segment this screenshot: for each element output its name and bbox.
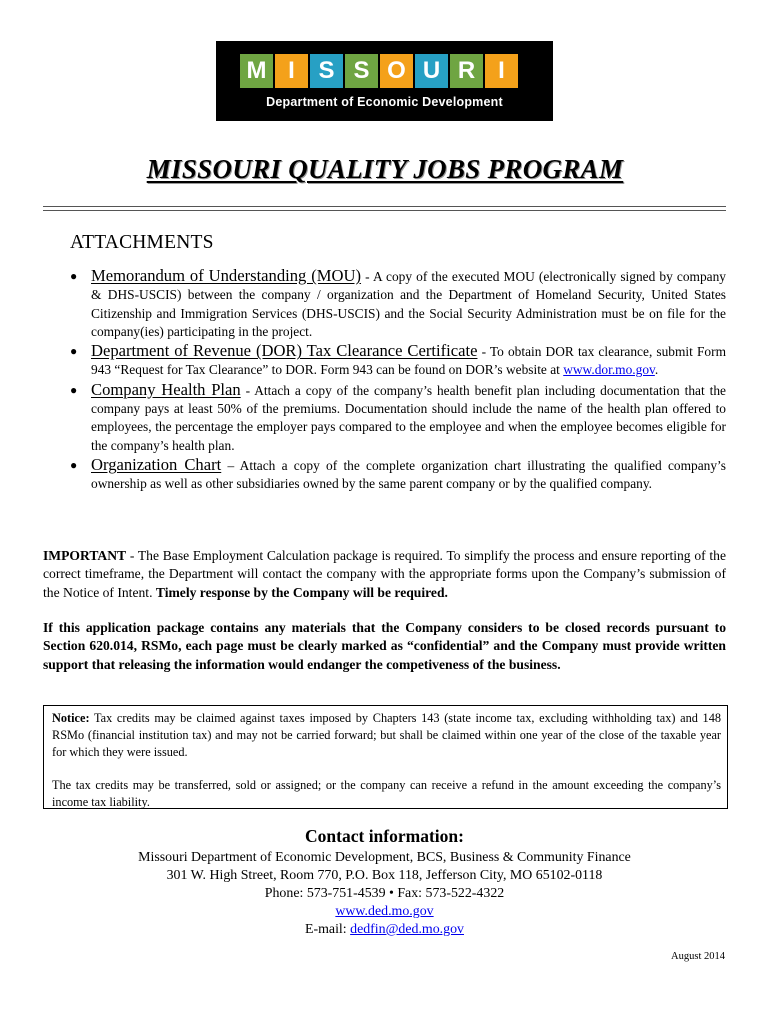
logo-letter-tiles [240,54,520,88]
contact-section [43,823,726,939]
important-bold-text: Timely response by the Company will be required. [155,584,448,600]
contact-heading: Contact information: [305,826,464,846]
attachment-description: Attach a copy of the complete organization chart illustrating the qualified company’s ownership as well as other subsidiaries owned by the same parent company or by the qualified company. [91,457,726,492]
bullet-icon: ● [70,382,78,397]
notice-transfer-text: The tax credits may be transferred, sold or assigned; or the company can receive a refund in the amount exceeding the company’s income tax liability. [52,778,721,809]
email-link[interactable]: dedfin@ded.mo.gov [350,922,464,937]
confidential-paragraph: If this application package contains any materials that the Company considers to be closed records pursuant to Section 620.014, RSMo, each page must be clearly marked as “confidential” and the Company must provide written support that releasing the information would endanger the competiveness of the business. [43,620,726,672]
separator: - [240,382,255,398]
contact-organization: Missouri Department of Economic Development, BCS, Business & Community Finance [138,850,631,865]
logo-letter-tile: S [310,54,343,88]
attachments-heading: ATTACHMENTS [70,232,214,253]
attachments-list [70,267,726,495]
missouri-ded-logo [216,41,553,121]
page-title: MISSOURI QUALITY JOBS PROGRAM [146,154,624,184]
attachment-item-tax-clearance [70,342,726,380]
attachment-description: A copy of the executed MOU (electronically signed by company & DHS-USCIS) between the company / organization and the Department of Homeland Security, United States Citizenship and Immigration Services (DHS-USCIS) and the Social Security Administration must be on file for the company(ies) participating in the project. [91,269,726,339]
bullet-icon: ● [70,269,78,283]
notice-label: Notice: [52,711,90,725]
attachment-description: To obtain DOR tax clearance, submit Form 943 “Request for Tax Clearance” to DOR. Form 943 can be found on DOR’s website at [91,344,726,378]
bullet-icon: ● [70,457,78,472]
logo-letter-tile: I [275,54,308,88]
logo-letter-tile: O [380,54,413,88]
email-label: E-mail: [304,922,351,937]
logo-letter-tile: R [450,54,483,88]
separator: – [221,457,240,473]
punctuation: . [654,362,659,378]
logo-letter-tile: M [240,54,273,88]
ded-website-link[interactable]: www.ded.mo.gov [335,904,434,919]
logo-letter-tile: I [485,54,518,88]
contact-address: 301 W. High Street, Room 770, P.O. Box 118, Jefferson City, MO 65102-0118 [166,868,603,883]
attachment-title: Memorandum of Understanding (MOU) [91,266,362,285]
attachment-description: Attach a copy of the company’s health benefit plan including documentation that the company pays at least 50% of the premiums. Documentation should include the name of the health plan offered to employees, the percentage the employer pays compared to the employee and when the employee becomes eligible for the company’s health plan. [91,382,727,453]
attachment-item-mou [70,267,726,341]
important-label: IMPORTANT [43,548,127,563]
attachment-title: Department of Revenue (DOR) Tax Clearance Certificate [91,341,478,361]
attachment-item-org-chart [70,456,726,494]
attachment-title: Organization Chart [91,454,222,474]
logo-letter-tile: S [345,54,378,88]
notice-text: Tax credits may be claimed against taxes imposed by Chapters 143 (state income tax, excluding withholding tax) and 148 RSMo (financial institution tax) and may not be carried forward; but shall be claimed within one year of the close of the taxable year for which they were issued. [52,711,721,759]
bullet-icon: ● [70,344,78,359]
attachment-item-health-plan [70,381,726,455]
divider-line [43,206,726,207]
separator: - [477,344,490,360]
logo-department-name: Department of Economic Development [266,95,503,109]
separator: - [361,269,373,284]
attachment-title: Company Health Plan [91,379,241,399]
contact-phone-fax: Phone: 573-751-4539 • Fax: 573-522-4322 [264,886,505,901]
logo-letter-tile: U [415,54,448,88]
divider-line [43,210,726,211]
notice-box [43,705,728,809]
important-text: - The Base Employment Calculation package is required. To simplify the process and ensure reporting of the correct timeframe, the Department will contact the company with the appropriate forms upon the Company’s submission of the Notice of Intent. [43,548,726,600]
document-date: August 2014 [671,951,725,962]
dor-website-link[interactable]: www.dor.mo.gov [563,362,655,378]
important-paragraph [43,547,726,602]
